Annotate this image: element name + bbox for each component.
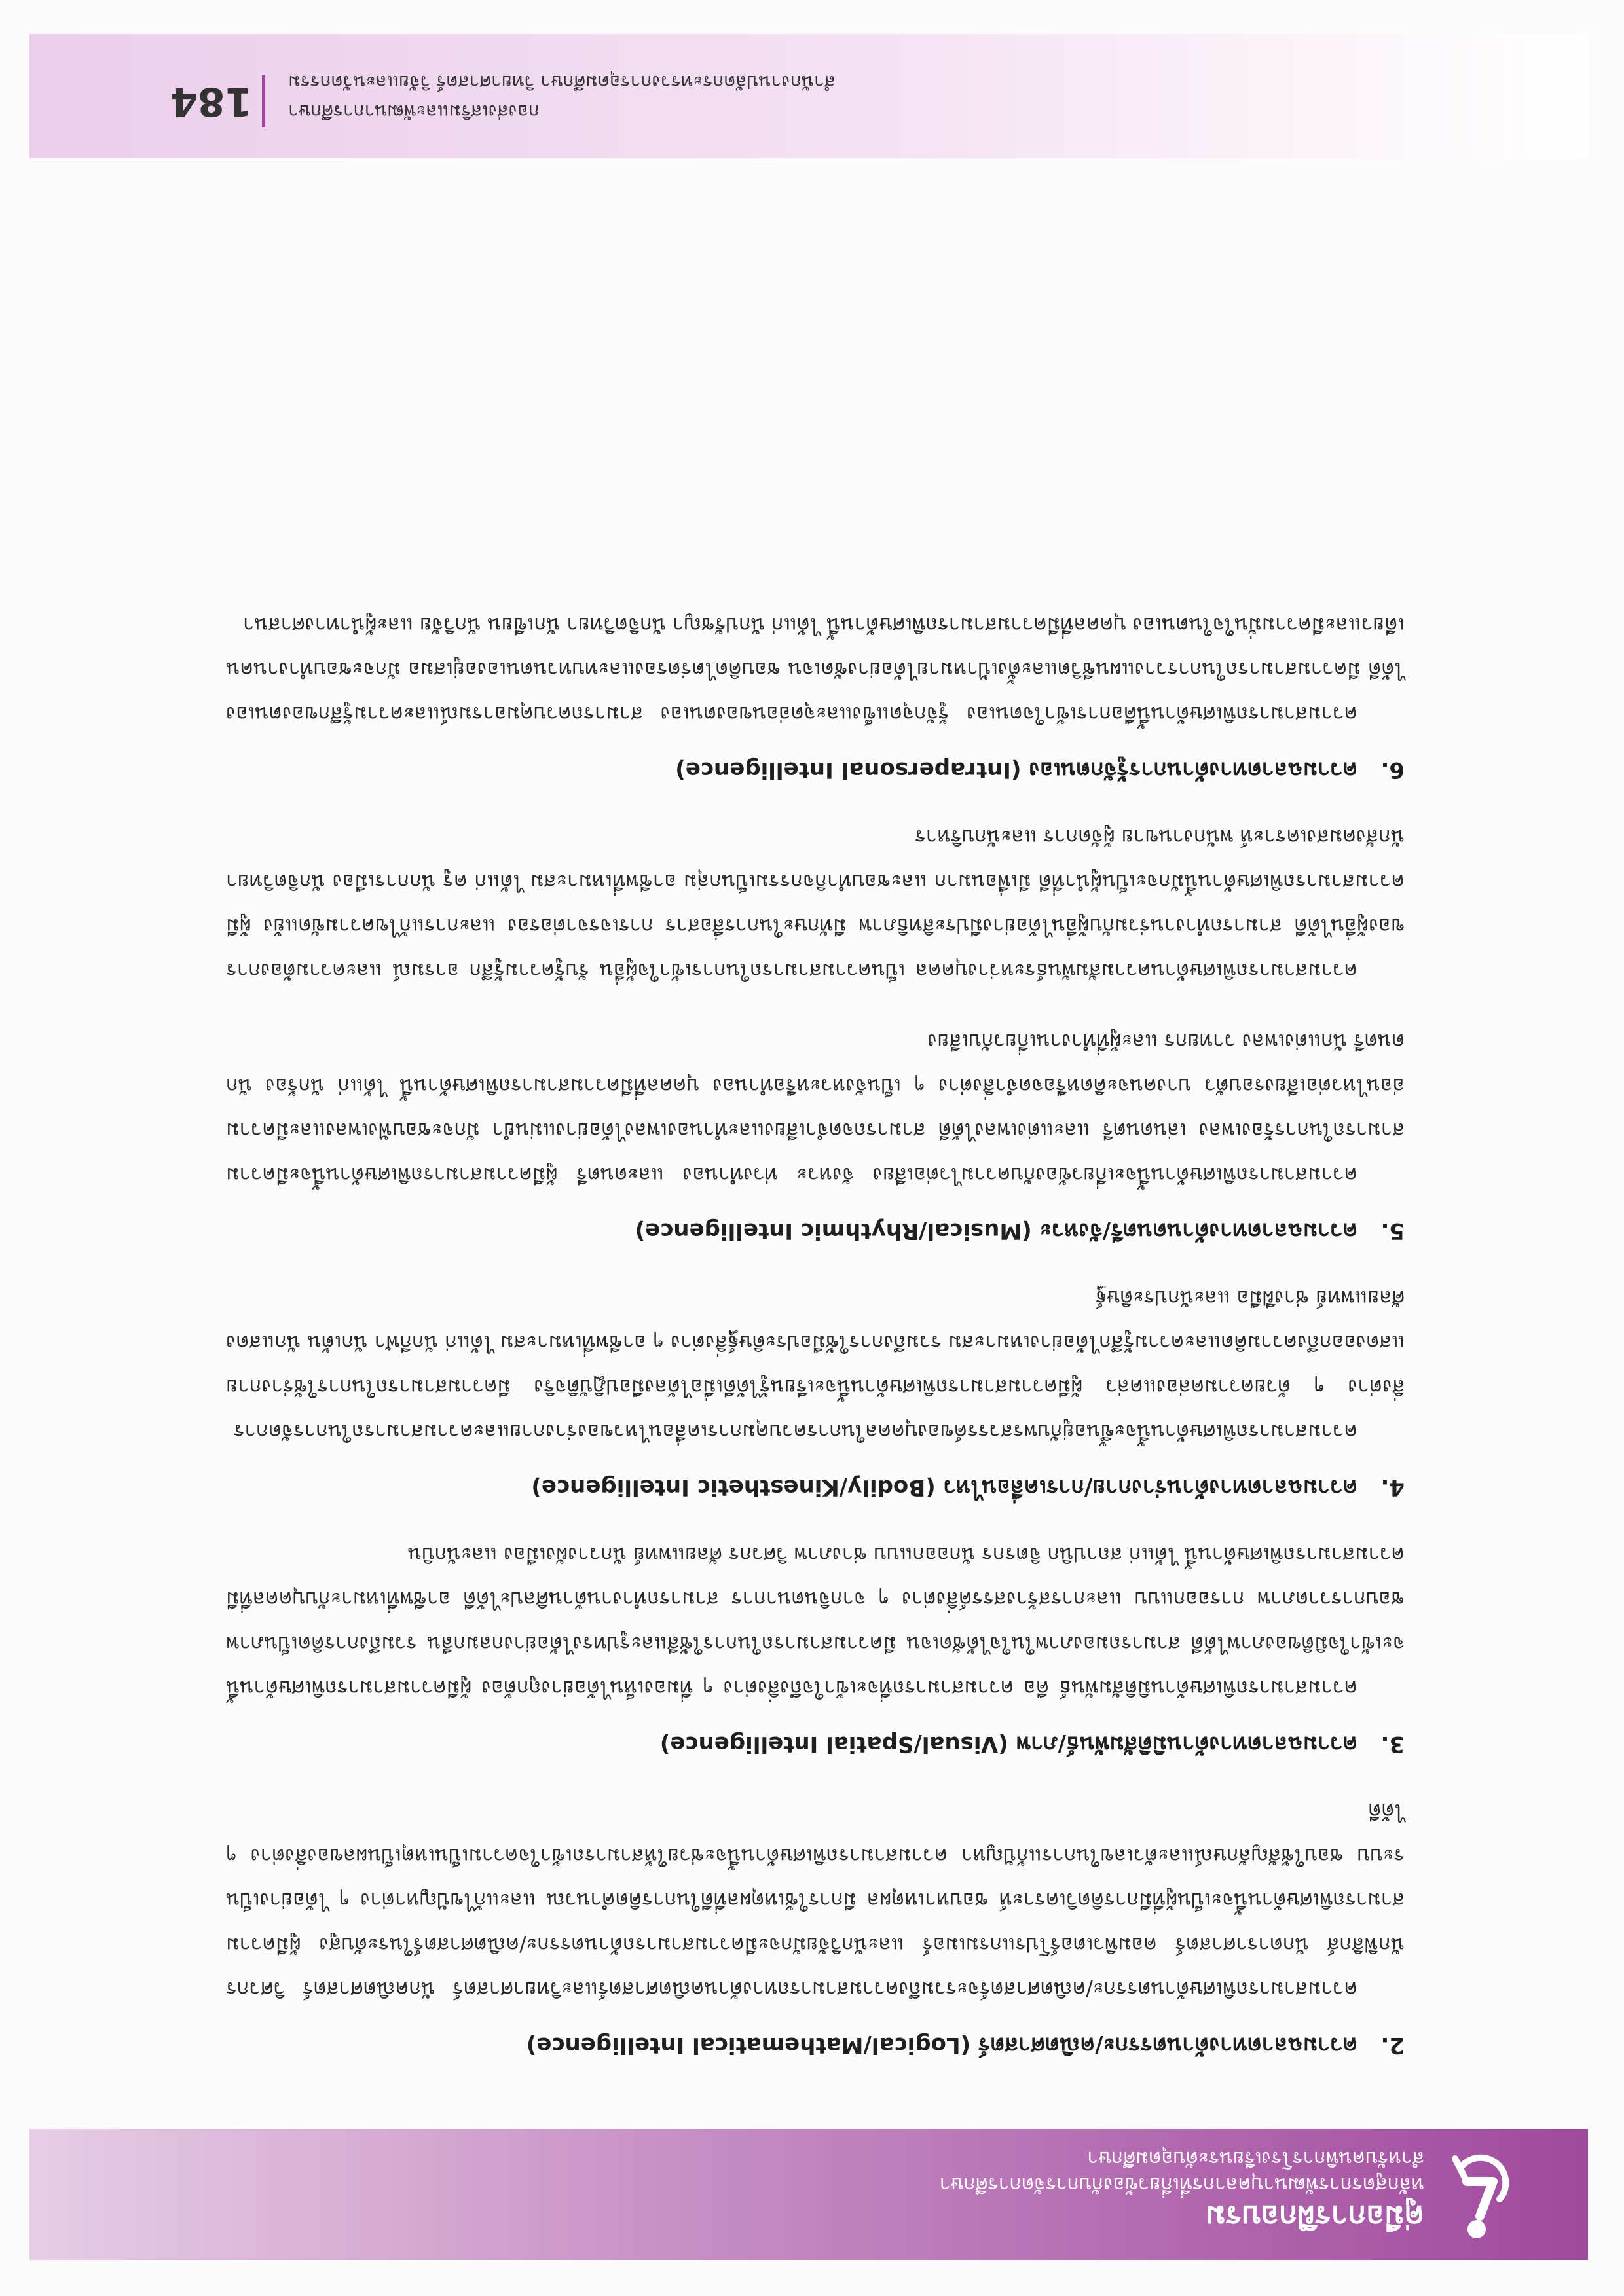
- section-title: ความฉลาดทางด้านการรู้จักตนเอง (Intrapersonal Intelligence): [675, 757, 1357, 783]
- paragraph: ความสามารถพิเศษด้านนี้จะขึ้นอยู่กับพรสวรรค์ของบุคคลในการควบคุมการเคลื่อนไหวของร่างกายและความสามารถในการจัดการสิ่งต่าง ๆ ด้วยความคล่องแคล่ว ผู้มีความสามารถพิเศษด้านนี้จะเรียนรู้ได้ดีเมื่อได้ลงมือปฏิบัติจริง มีความสามารถในการใช้ร่างกายแสดงออกถึงความคิดและความรู้สึกได้อย่างเหมาะสม รวมถึงการใช้มือประดิษฐ์สิ่งต่าง ๆ อาชีพที่เหมาะสม ได้แก่ นักกีฬา นักเต้น นักแสดง ศัลยแพทย์ ช่างฝีมือ และนักประดิษฐ์: [226, 1286, 1405, 1443]
- section-number: 6.: [1380, 757, 1405, 783]
- book-subtitle: หลักสูตรการพัฒนาบุคลากรที่เกี่ยวข้องกับการจัดการศึกษา: [939, 2173, 1424, 2196]
- section: [226, 1532, 1405, 1762]
- section-heading: [226, 1214, 1405, 1249]
- body-content: [226, 576, 1405, 2064]
- section-heading: [226, 1727, 1405, 1762]
- page-number: 184: [170, 79, 253, 124]
- section-number: 3.: [1380, 1731, 1405, 1757]
- footer-divider: [262, 75, 265, 127]
- wheelchair-figure-icon: [1441, 2145, 1539, 2244]
- paragraph: ความสามารถพิเศษด้านความสัมพันธ์ระหว่างบุคคล เป็นความสามารถในการเข้าใจผู้อื่น รับรู้ความรู้สึก อารมณ์ และความต้องการของผู้อื่นได้ดี สามารถทำงานร่วมกับผู้อื่นได้อย่างมีประสิทธิภาพ มีทักษะในการสื่อสาร การเจรจาต่อรอง และการแก้ไขความขัดแย้ง ผู้มีความสามารถพิเศษด้านนี้มักจะเป็นผู้นำที่ดี มีเพื่อนมาก และชอบทำกิจกรรมเป็นกลุ่ม อาชีพที่เหมาะสม ได้แก่ ครู นักการเมือง นักจิตวิทยา นักสังคมสงเคราะห์ พนักงานขาย ผู้จัดการ และนักบริหาร: [226, 825, 1405, 982]
- section-heading: [226, 753, 1405, 788]
- section-number: 5.: [1380, 1218, 1405, 1244]
- book-title: คู่มือการฝึกอบรม: [1206, 2199, 1424, 2234]
- section: [226, 1275, 1405, 1506]
- section-number: 4.: [1380, 1474, 1405, 1501]
- section-title: ความฉลาดทางด้านร่างกาย/การเคลื่อนไหว (Bodily/Kinesthetic Intelligence): [531, 1474, 1357, 1501]
- section-heading: [226, 1470, 1405, 1506]
- section: [226, 602, 1405, 788]
- section: [226, 814, 1405, 993]
- paragraph: ความสามารถพิเศษด้านนี้จะเกี่ยวข้องกับความไวต่อเสียง จังหวะ ท่วงทำนอง และดนตรี ผู้มีความสามารถพิเศษด้านนี้จะมีความสามารถในการร้องเพลง เล่นดนตรี และแต่งเพลงได้ดี สามารถจดจำเสียงและทำนองเพลงได้อย่างแม่นยำ มักจะชอบฟังเพลงและมีความอ่อนไหวต่อเสียงรอบตัว บางคนจะคิดหรือจดจำสิ่งต่าง ๆ เป็นจังหวะหรือทำนอง บุคคลที่มีความสามารถพิเศษด้านนี้ ได้แก่ นักร้อง นักดนตรี นักแต่งเพลง วาทยกร และผู้ที่ทำงานเกี่ยวกับเสียง: [226, 1029, 1405, 1186]
- footer-band: [29, 34, 1588, 158]
- section-title: ความฉลาดทางด้านมิติสัมพันธ์/ภาพ (Visual/Spatial Intelligence): [659, 1731, 1357, 1757]
- section-heading: [226, 2028, 1405, 2064]
- header-band: [29, 2129, 1588, 2260]
- footer-organization: สำนักงานปลัดกระทรวงการอุดมศึกษา วิทยาศาสตร์ วิจัยและนวัตกรรม: [288, 71, 836, 93]
- book-subtitle: สำหรับคนพิการโรงเรียนระดับอุดมศึกษา: [1087, 2147, 1424, 2170]
- paragraph: ความสามารถพิเศษด้านนี้คือการเข้าใจตนเอง รู้จักจุดแข็งและจุดอ่อนของตนเอง สามารถควบคุมอารมณ์และความรู้สึกของตนเองได้ดี มีความสามารถในการวางแผนชีวิตและตั้งเป้าหมายได้อย่างชัดเจน ชอบคิดไตร่ตรองและทบทวนตนเองอยู่เสมอ มักจะชอบทำงานคนเดียวและมีความมั่นใจในตนเอง บุคคลที่มีความสามารถพิเศษด้านนี้ ได้แก่ นักปรัชญา นักจิตวิทยา นักเขียน นักวิจัย และผู้นำทางศาสนา: [226, 613, 1405, 725]
- section: [226, 1019, 1405, 1249]
- section-title: ความฉลาดทางด้านตรรกะ/คณิตศาสตร์ (Logical/Mathematical Intelligence): [526, 2032, 1357, 2058]
- section-title: ความฉลาดทางด้านดนตรี/จังหวะ (Musical/Rhythmic Intelligence): [635, 1218, 1357, 1244]
- footer-organization: กองส่งเสริมและพัฒนาการศึกษา: [288, 101, 540, 122]
- section-number: 2.: [1380, 2032, 1405, 2058]
- section: [226, 1789, 1405, 2064]
- paragraph: ความสามารถพิเศษด้านมิติสัมพันธ์ คือ ความสามารถที่จะเข้าใจถึงสิ่งต่าง ๆ ที่มองเห็นได้อย่างถูกต้อง ผู้มีความสามารถพิเศษด้านนี้จะเข้าใจมิติของภาพได้ดี สามารถมองภาพในใจได้ชัดเจน มีความสามารถในการใช้สีและรูปทรงได้อย่างกลมกลืน รวมถึงการคิดเป็นภาพ ชอบการวาดภาพ การออกแบบ และการสร้างสรรค์สิ่งต่าง ๆ จากจินตนาการ สามารถทำงานด้านศิลปะได้ดี อาชีพที่เหมาะกับบุคคลที่มีความสามารถพิเศษด้านนี้ ได้แก่ สถาปนิก จิตรกร นักออกแบบ ช่างภาพ วิศวกร ศัลยแพทย์ นักวางผังเมือง และนักบิน: [226, 1542, 1405, 1700]
- paragraph: ความสามารถพิเศษด้านตรรกะ/คณิตศาสตร์จะรวมถึงความสามารถทางด้านคณิตศาสตร์และวิทยาศาสตร์ นักคณิตศาสตร์ วิศวกร นักฟิสิกส์ นักดาราศาสตร์ คอมพิวเตอร์โปรแกรมเมอร์ และนักวิจัยมักจะมีความสามารถด้านตรรกะ/คณิตศาสตร์ในระดับสูง ผู้มีความสามารถพิเศษด้านนี้จะเป็นผู้ที่มีการคิดวิเคราะห์ ชอบหาเหตุผล มีการใช้เหตุผลที่ดีในการคิดคำนวณ และแก้ไขปัญหาต่าง ๆ ได้อย่างเป็นระบบ ชอบใช้สัญลักษณ์และตัวเลขในการแก้ปัญหา ความสามารถพิเศษด้านนี้จะช่วยให้สามารถเข้าใจความเป็นเหตุเป็นผลของสิ่งต่าง ๆ ได้ดี: [226, 1799, 1405, 2001]
